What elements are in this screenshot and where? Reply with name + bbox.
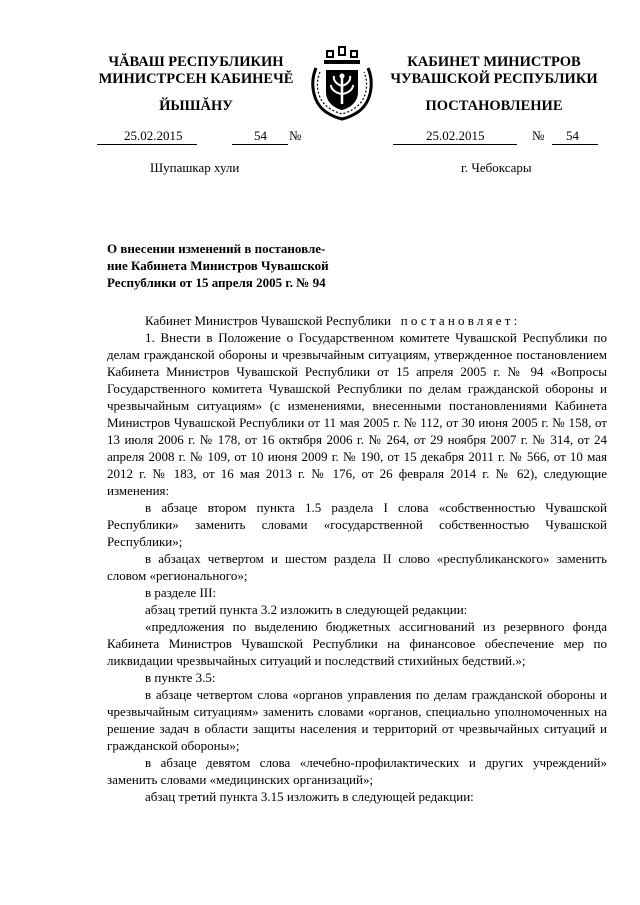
left-number: 54	[254, 128, 267, 143]
left-number-underline	[232, 144, 288, 145]
document-body	[107, 312, 607, 805]
right-number-sign: №	[532, 128, 545, 143]
paragraph-6: «предложения по выделению бюджетных ассигнований из резервного фонда Кабинета Министров Чувашской Республики на финансовое обеспечение мер по ликвидации чрезвычайных ситуаций и последствий стихийных бедствий.»;	[107, 619, 607, 668]
left-header-line2: МИНИСТРСЕН КАБИНЕЧĔ	[98, 71, 294, 87]
right-header	[388, 54, 600, 88]
document-title	[107, 240, 367, 291]
right-date-underline	[393, 144, 517, 145]
paragraph-1: 1. Внести в Положение о Государственном комитете Чувашской Республики по делам гражданской обороны и чрезвычайным ситуациям, утвержденное постановлением Кабинета Министров Чувашской Республики от 15 апреля 2005 г. № 94 «Вопросы Государственного комитета Чувашской Республики по делам гражданской обороны и чрезвычайным ситуациям» (с изменениями, внесенными постановлениями Кабинета Министров Чувашской Республики от 11 мая 2005 г. № 112, от 30 июня 2005 г. № 158, от 13 июля 2006 г. № 178, от 16 октября 2006 г. № 264, от 29 ноября 2007 г. № 314, от 24 апреля 2008 г. № 109, от 10 июня 2009 г. № 190, от 15 декабря 2011 г. № 566, от 10 мая 2012 г. № 183, от 16 мая 2013 г. № 176, от 26 февраля 2014 г. № 62), следующие изменения:	[107, 330, 607, 498]
paragraph-2: в абзаце втором пункта 1.5 раздела I слова «собственностью Чувашской Республики» заменить словами «государственной собственностью Чувашской Республики»;	[107, 500, 607, 549]
paragraph-9: в абзаце девятом слова «лечебно-профилактических и других учреждений» заменить словами «медицинских организаций»;	[107, 755, 607, 787]
left-header-line1: ЧĂВАШ РЕСПУБЛИКИН	[108, 54, 284, 70]
paragraph-4: в разделе III:	[145, 585, 217, 600]
coat-of-arms-emblem	[304, 42, 380, 122]
left-doc-type: ЙЫШĂНУ	[159, 98, 233, 114]
left-date-underline	[97, 144, 197, 145]
paragraph-8: в абзаце четвертом слова «органов управления по делам гражданской обороны и чрезвычайным ситуациям» заменить словами «органов, специально уполномоченных на решение задач в области защиты населения и территорий от чрезвычайных ситуаций и гражданской обороны»;	[107, 687, 607, 753]
intro-prefix: Кабинет Министров Чувашской Республики	[145, 313, 391, 328]
title-line3: Республики от 15 апреля 2005 г. № 94	[107, 275, 326, 290]
paragraph-5: абзац третий пункта 3.2 изложить в следующей редакции:	[145, 602, 468, 617]
left-number-sign: №	[289, 128, 302, 143]
paragraph-7: в пункте 3.5:	[145, 670, 216, 685]
intro-resolves: постановляет:	[400, 313, 521, 328]
paragraph-3: в абзацах четвертом и шестом раздела II слово «республиканского» заменить словом «регионального»;	[107, 551, 607, 583]
right-city: г. Чебоксары	[461, 160, 532, 175]
right-doc-type: ПОСТАНОВЛЕНИЕ	[425, 98, 563, 114]
title-line1: О внесении изменений в постановле-	[107, 241, 326, 256]
right-header-line1: КАБИНЕТ МИНИСТРОВ	[407, 54, 581, 70]
intro-paragraph	[107, 312, 607, 329]
left-city: Шупашкар хули	[150, 160, 240, 175]
right-number: 54	[566, 128, 579, 143]
left-date: 25.02.2015	[124, 128, 183, 143]
right-date: 25.02.2015	[426, 128, 485, 143]
right-header-line2: ЧУВАШСКОЙ РЕСПУБЛИКИ	[390, 71, 598, 87]
coat-of-arms-icon	[304, 42, 380, 122]
left-header	[96, 54, 296, 88]
title-line2: ние Кабинета Министров Чувашской	[107, 258, 329, 273]
paragraph-10: абзац третий пункта 3.15 изложить в следующей редакции:	[145, 789, 474, 804]
right-number-underline	[552, 144, 598, 145]
